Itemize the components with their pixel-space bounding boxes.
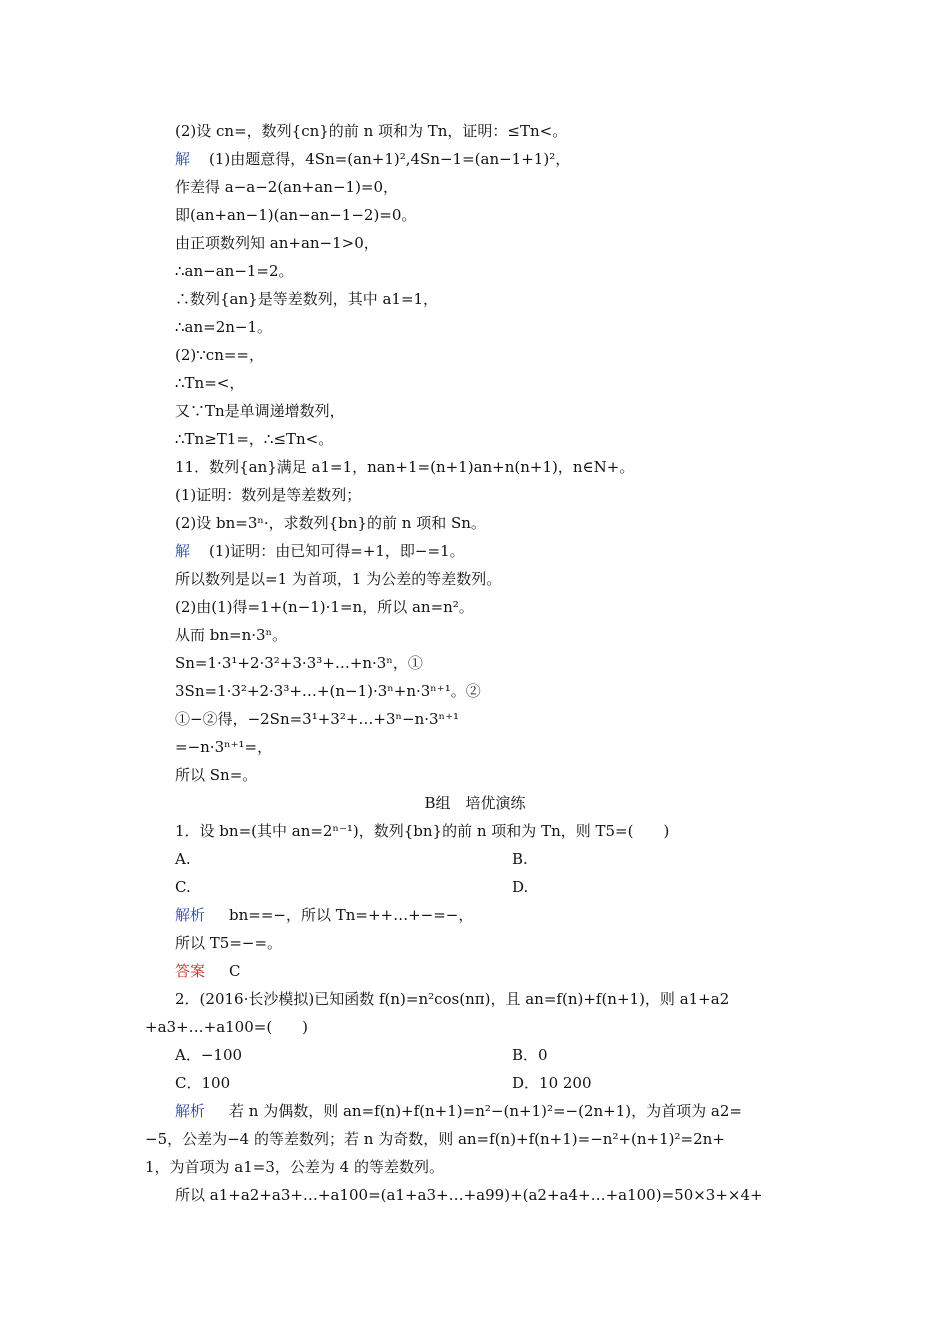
text-line: 1，为首项为 a1=3，公差为 4 的等差数列。 [145, 1158, 444, 1176]
text-line: 所以 Sn=。 [175, 766, 258, 784]
text-line: =−n·3ⁿ⁺¹=， [175, 738, 273, 756]
text-line: ∴Tn=<， [175, 374, 245, 392]
text-line: 由正项数列知 an+an−1>0， [175, 234, 379, 252]
text-line: 即(an+an−1)(an−an−1−2)=0。 [175, 206, 417, 224]
problem-11: 11．数列{an}满足 a1=1，nan+1=(n+1)an+n(n+1)，n∈N+。 [175, 458, 635, 476]
text-line: bn==−，所以 Tn=++…+−=−， [229, 906, 474, 924]
option-c: C. [175, 878, 191, 896]
analysis-label: 解析 [175, 1102, 206, 1120]
option-a: A. [175, 850, 191, 868]
option-b: B．0 [512, 1046, 548, 1064]
answer-label: 答案 [175, 962, 206, 980]
text-line: 3Sn=1·3²+2·3³+…+(n−1)·3ⁿ+n·3ⁿ⁺¹。② [175, 682, 481, 700]
text-line: ∴数列{an}是等差数列，其中 a1=1， [175, 290, 439, 308]
text-line: ∴an=2n−1。 [175, 318, 273, 336]
text-line: (2)设 bn=3ⁿ·，求数列{bn}的前 n 项和 Sn。 [175, 514, 486, 532]
option-b: B. [512, 850, 528, 868]
text-line: (2)∵cn==， [175, 346, 264, 364]
text-line: 又∵Tn是单调递增数列， [175, 402, 345, 420]
text-line: ①−②得，−2Sn=3¹+3²+…+3ⁿ−n·3ⁿ⁺¹ [175, 710, 459, 728]
text-line: ∴Tn≥T1=，∴≤Tn<。 [175, 430, 334, 448]
text-line: 所以 a1+a2+a3+…+a100=(a1+a3+…+a99)+(a2+a4+…+a100)=50×3+×4+ [175, 1186, 763, 1204]
option-c: C．100 [175, 1074, 231, 1092]
problem-2: 2．(2016·长沙模拟)已知函数 f(n)=n²cos(nπ)，且 an=f(n)+f(n+1)，则 a1+a2 [175, 990, 730, 1008]
text-line: 所以数列是以=1 为首项，1 为公差的等差数列。 [175, 570, 502, 588]
text-line: (2)由(1)得=1+(n−1)·1=n，所以 an=n²。 [175, 598, 474, 616]
solution-label: 解 [175, 542, 191, 560]
text-line: Sn=1·3¹+2·3²+3·3³+…+n·3ⁿ，① [175, 654, 423, 672]
analysis-label: 解析 [175, 906, 206, 924]
text-line: ∴an−an−1=2。 [175, 262, 294, 280]
text-line: (1)由题意得，4Sn=(an+1)²,4Sn−1=(an−1+1)²， [209, 150, 571, 168]
option-d: D. [512, 878, 529, 896]
text-line: 作差得 a−a−2(an+an−1)=0， [175, 178, 399, 196]
text-line: (1)证明：数列是等差数列； [175, 486, 362, 504]
text-line: (2)设 cn=，数列{cn}的前 n 项和为 Tn，证明：≤Tn<。 [175, 122, 568, 140]
text-line: 所以 T5=−=。 [175, 934, 283, 952]
answer-value: C [229, 962, 241, 980]
problem-1: 1．设 bn=(其中 an=2ⁿ⁻¹)，数列{bn}的前 n 项和为 Tn，则 T5=( ) [175, 822, 670, 840]
option-a: A．−100 [175, 1046, 243, 1064]
text-line: 从而 bn=n·3ⁿ。 [175, 626, 288, 644]
text-line: 若 n 为偶数，则 an=f(n)+f(n+1)=n²−(n+1)²=−(2n+1)，为首项为 a2= [229, 1102, 742, 1120]
section-heading: B组 培优演练 [424, 794, 526, 812]
option-d: D．10 200 [512, 1074, 592, 1092]
text-line: −5，公差为−4 的等差数列；若 n 为奇数，则 an=f(n)+f(n+1)=−n²+(n+1)²=2n+ [145, 1130, 725, 1148]
solution-label: 解 [175, 150, 191, 168]
text-line: +a3+…+a100=( ) [145, 1018, 309, 1036]
text-line: (1)证明：由已知可得=+1，即−=1。 [209, 542, 465, 560]
